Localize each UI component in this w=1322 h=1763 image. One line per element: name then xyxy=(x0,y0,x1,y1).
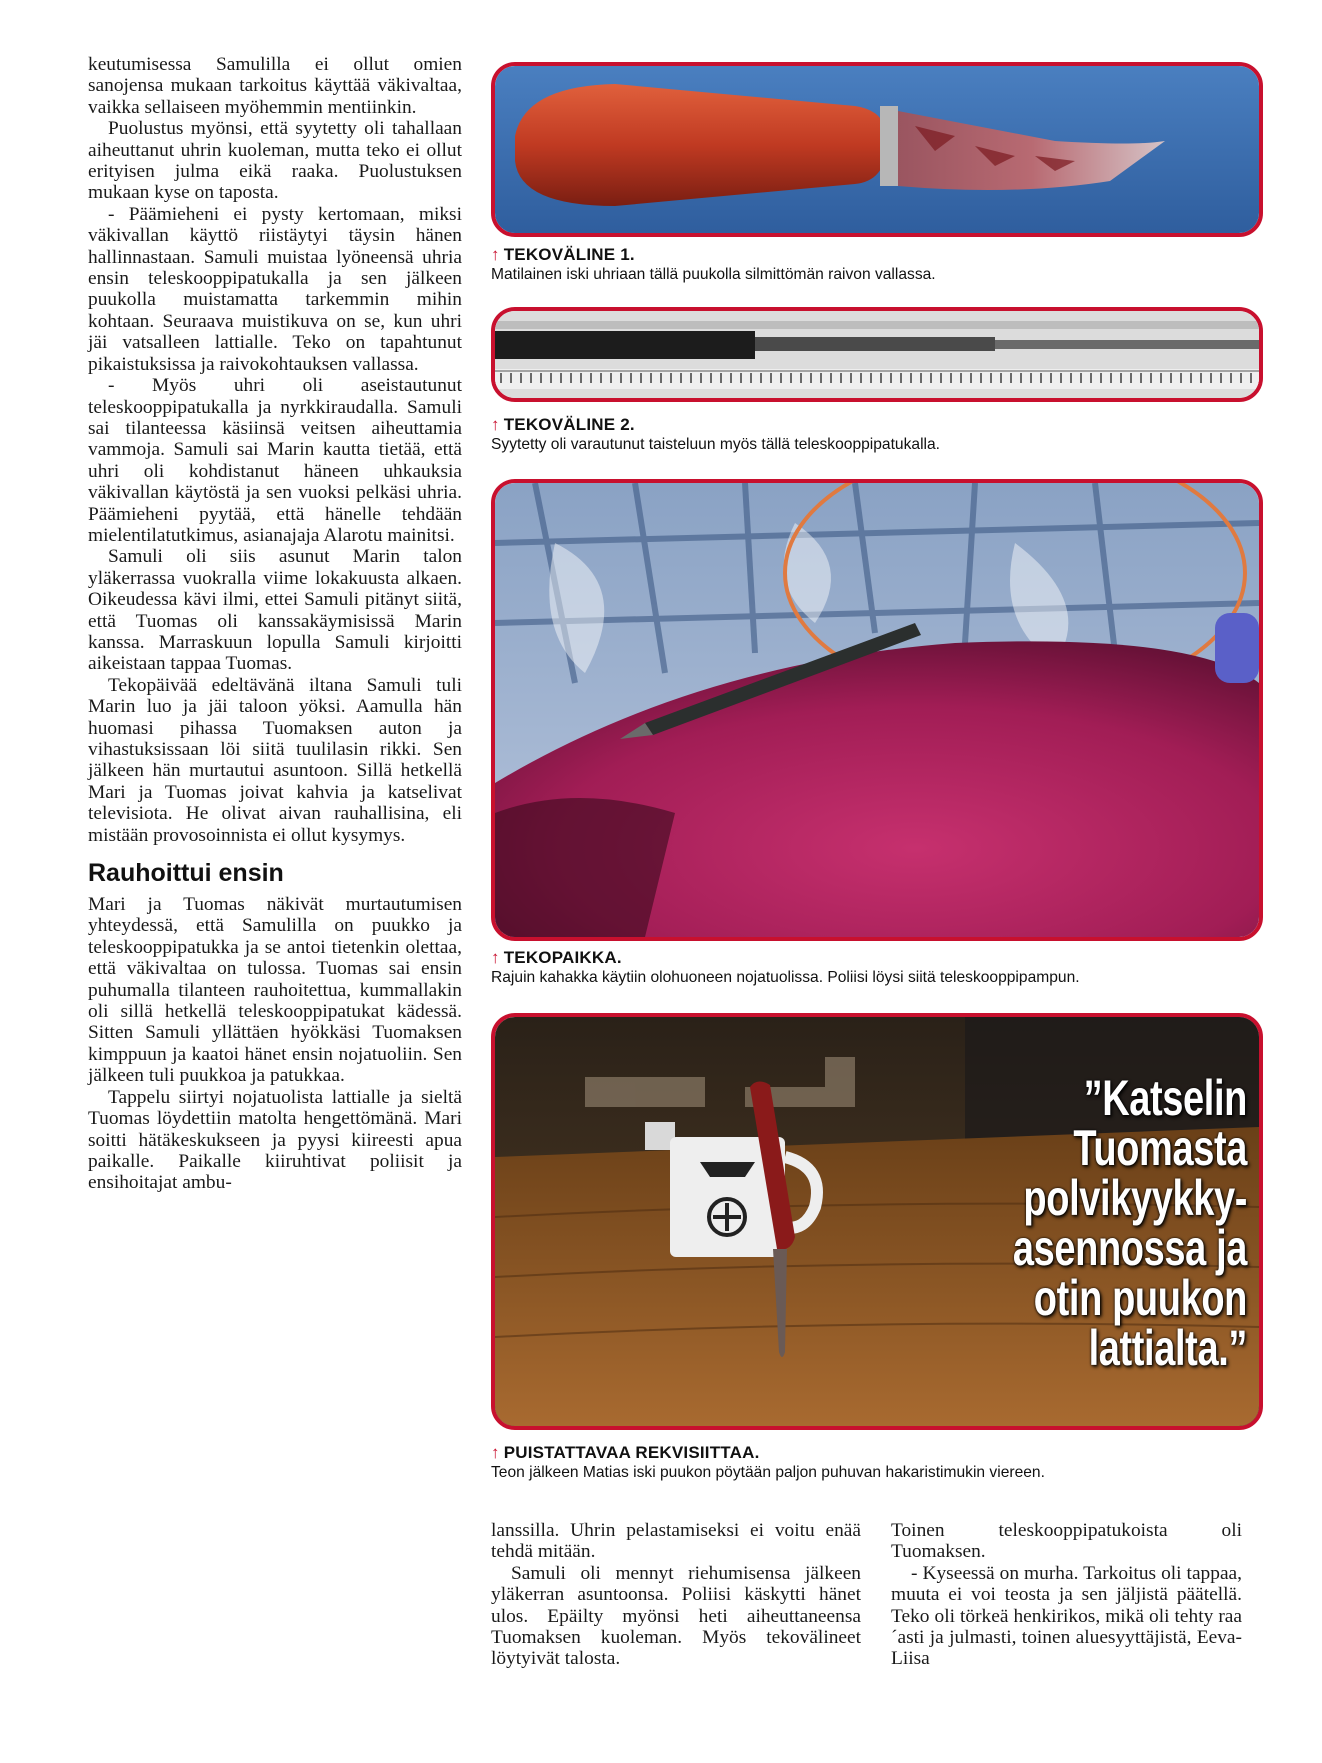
paragraph: - Myös uhri oli aseistautunut teleskooppipatukalla ja nyrkkiraudalla. Samuli sai tilanteessa käsiinsä veitsen aiheuttamia vammoja. Samuli sai Marin kautta tietää, että uhri oli kohdistanut häneen uhkauksia väkivallan käytöstä ja sen vuoksi pelkäsi uhria. Päämieheni pyytää, että hänelle tehdään mielentilatutkimus, asianajaja Alarotu mainitsi. xyxy=(88,375,462,546)
caption-title: TEKOPAIKKA. xyxy=(503,948,622,967)
quote-line: polvikyykky- xyxy=(1023,1170,1247,1226)
paragraph: - Päämieheni ei pysty kertomaan, miksi väkivallan käyttö riistäytyi täysin hänen hallinnastaan. Samuli muistaa lyöneensä uhria ensin teleskooppipatukalla ja sen jälkeen puukolla muistamatta tarkemmin mihin kohtaan. Seuraava muistikuva on se, kun uhri jäi vatsalleen lattialle. Teko on tapahtunut pikaistuksissa ja raivokohtauksen vallassa. xyxy=(88,203,462,375)
paragraph: Samuli oli mennyt riehumisensa jälkeen yläkerran asuntoonsa. Poliisi käskytti hänet ulos. Epäilty myönsi heti aiheuttaneensa Tuomaksen kuoleman. Myös tekovälineet löytyivät talosta. xyxy=(491,1562,861,1670)
photo-knife xyxy=(491,62,1263,237)
caption-text: Matilainen iski uhriaan tällä puukolla silmittömän raivon vallassa. xyxy=(491,266,936,283)
paragraph: Toinen teleskooppipatukoista oli Tuomaksen. xyxy=(891,1520,1242,1563)
caption-title: PUISTATTAVAA REKVISIITTAA. xyxy=(503,1443,760,1462)
paragraph: keutumisessa Samulilla ei ollut omien sanojensa mukaan tarkoitus käyttää väkivaltaa, vaikka sellaiseen myöhemmin mentiinkin. xyxy=(88,54,462,118)
pull-quote xyxy=(996,1070,1247,1376)
caption-knife-table xyxy=(491,1443,1271,1482)
paragraph: Tappelu siirtyi nojatuolista lattialle ja sieltä Tuomas löydettiin matolta hengettömänä. Mari soitti hätäkeskukseen ja pyysi kiireesti apua paikalle. Paikalle kiiruhtivat poliisit ja ensihoitajat ambu- xyxy=(88,1086,462,1194)
paragraph: Samuli oli siis asunut Marin talon yläkerrassa vuokralla viime lokakuusta alkaen. Oikeudessa kävi ilmi, ettei Samuli pitänyt siitä, että Tuomas oli kanssakäymisissä Marin kanssa. Marraskuun lopulla Samuli kirjoitti aikeistaan tappaa Tuomas. xyxy=(88,546,462,675)
caption-knife xyxy=(491,245,1271,284)
article-right-column xyxy=(891,1520,1242,1670)
caption-text: Syytetty oli varautunut taisteluun myös tällä teleskooppipatukalla. xyxy=(491,436,941,453)
paragraph: Tekopäivää edeltävänä iltana Samuli tuli Marin luo ja jäi taloon yöksi. Aamulla hän huomasi pihassa Tuomaksen auton ja vihastuksissaan löi siitä tuulilasin rikki. Sen jälkeen hän murtautui asuntoon. Sillä hetkellä Mari ja Tuomas joivat kahvia ja katselivat televisiota. He olivat aivan rauhallisina, eli mistään provosoinnista ei ollut kysymys. xyxy=(88,674,462,846)
article-left-column xyxy=(88,54,462,1194)
arrow-up-icon: ↑ xyxy=(491,245,500,264)
section-heading: Rauhoittui ensin xyxy=(88,859,284,888)
quote-line: otin puukon xyxy=(1033,1270,1247,1326)
paragraph: Mari ja Tuomas näkivät murtautumisen yhteydessä, että Samulilla on puukko ja teleskooppipatukka ja se antoi tietenkin olettaa, että väkivaltaa on tulossa. Tuomas sai ensin puhumalla tilanteen rauhoitettua, kummallakin oli sillä hetkellä teleskooppipatukat kädessä. Sitten Samuli yllättäen hyökkäsi Tuomaksen kimppuun ja kaatoi hänet ensin nojatuoliin. Sen jälkeen tuli puukkoa ja patukkaa. xyxy=(88,894,462,1087)
arrow-up-icon: ↑ xyxy=(491,1443,500,1462)
paragraph: Puolustus myönsi, että syytetty oli tahallaan aiheuttanut uhrin kuoleman, mutta teko ei ollut erityisen julma eikä raaka. Puolustuksen mukaan kyse on taposta. xyxy=(88,118,462,204)
quote-line: ”Katselin xyxy=(1083,1070,1247,1126)
caption-title: TEKOVÄLINE 1. xyxy=(503,245,635,264)
caption-baton xyxy=(491,415,1271,454)
arrow-up-icon: ↑ xyxy=(491,415,500,434)
caption-text: Rajuin kahakka käytiin olohuoneen nojatuolissa. Poliisi löysi siitä teleskooppipampun. xyxy=(491,969,1080,986)
photo-crime-scene xyxy=(491,479,1263,941)
article-middle-column xyxy=(491,1520,861,1670)
quote-line: asennossa ja xyxy=(1012,1220,1247,1276)
caption-crime-scene xyxy=(491,948,1271,987)
photo-knife-table xyxy=(491,1013,1263,1430)
quote-line: lattialta.” xyxy=(1088,1320,1247,1376)
photo-baton xyxy=(491,307,1263,402)
paragraph: lanssilla. Uhrin pelastamiseksi ei voitu enää tehdä mitään. xyxy=(491,1520,861,1563)
paragraph: - Kyseessä on murha. Tarkoitus oli tappaa, muuta ei voi teosta ja sen jäljistä päätellä. Teko oli törkeä henkirikos, mikä oli tehty raa´asti ja julmasti, toinen aluesyyttäjistä, Eeva-Liisa xyxy=(891,1562,1242,1670)
caption-text: Teon jälkeen Matias iski puukon pöytään paljon puhuvan hakaristimukin viereen. xyxy=(491,1464,1045,1481)
quote-line: Tuomasta xyxy=(1073,1120,1247,1176)
caption-title: TEKOVÄLINE 2. xyxy=(503,415,635,434)
arrow-up-icon: ↑ xyxy=(491,948,500,967)
